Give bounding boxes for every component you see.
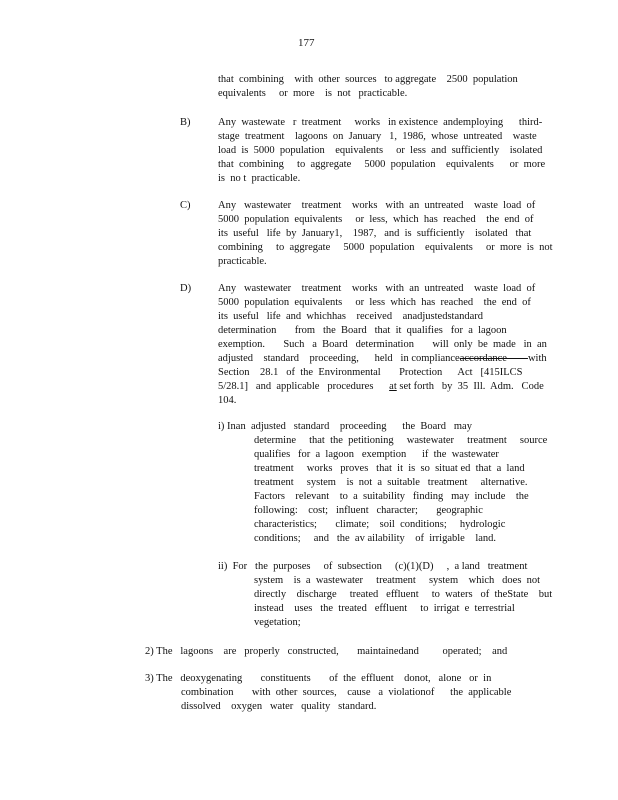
- text-line: Section 28.1 of the Environmental Protection Act [415ILCS: [218, 367, 523, 378]
- item-3-first-line: [145, 672, 491, 686]
- subitem-i-paragraph: [254, 434, 547, 546]
- text-line: stage treatment lagoons on January 1, 1986, whose untreated waste: [218, 131, 537, 142]
- text-fragment: 5/28.1] and applicable procedures: [218, 381, 390, 392]
- text-line: treatment system is not a suitable treatment alternative.: [254, 477, 528, 488]
- struck-text: accordance: [459, 353, 528, 364]
- text-line: is no t practicable.: [218, 173, 301, 184]
- text-line: [218, 380, 547, 394]
- text-line: characteristics; climate; soil conditions; hydrologic: [254, 519, 506, 530]
- item-3-paragraph: [181, 686, 511, 714]
- item-b-label: B): [180, 117, 191, 128]
- text-line: its useful life by January1, 1987, and is sufficiently isolated that: [218, 228, 532, 239]
- text-line: 104.: [218, 395, 237, 406]
- text-line: combination with other sources, cause a violationof the applicable: [181, 687, 512, 698]
- text-fragment: with: [527, 353, 547, 364]
- text-line: 5000 population equivalents or less which has reached the end of: [218, 297, 531, 308]
- text-line: Any wastewater treatment works with an untreated waste load of: [218, 200, 536, 211]
- text-line: treatment works proves that it is so situat ed that a land: [254, 463, 525, 474]
- text-line: system is a wastewater treatment system which does not: [254, 575, 541, 586]
- text-line: determine that the petitioning wastewater treatment source: [254, 435, 548, 446]
- text-line: that combining to aggregate 5000 population equivalents or more: [218, 159, 546, 170]
- item-d-paragraph: [218, 282, 547, 408]
- text-line: ii) For the purposes of subsection (c)(1)(D) , a land treatment: [218, 561, 528, 572]
- text-line: its useful life and whichhas received anadjustedstandard: [218, 311, 484, 322]
- text-line: 5000 population equivalents or less, which has reached the end of: [218, 214, 534, 225]
- text-line: Any wastewater treatment works with an untreated waste load of: [218, 283, 536, 294]
- text-line: Factors relevant to a suitability finding may include the: [254, 491, 529, 502]
- text-line: [218, 352, 547, 366]
- text-line: i) Inan adjusted standard proceeding the Board may: [218, 421, 472, 432]
- item-c-paragraph: [218, 199, 552, 269]
- text-line: 3) The deoxygenating constituents of the effluent donot, alone or in: [145, 673, 492, 684]
- subitem-i-first-line: [218, 420, 472, 434]
- text-line: practicable.: [218, 256, 267, 267]
- text-line: combining to aggregate 5000 population equivalents or more is not: [218, 242, 553, 253]
- text-line: qualifies for a lagoon exemption if the wastewater: [254, 449, 499, 460]
- text-fragment: adjusted standard proceeding, held in compliance: [218, 353, 460, 364]
- item-b-paragraph: [218, 116, 545, 186]
- text-line: 2) The lagoons are properly constructed, maintainedand operated; and: [145, 646, 508, 657]
- text-line: instead uses the treated effluent to irrigat e terrestrial: [254, 603, 515, 614]
- text-line: equivalents or more is not practicable.: [218, 88, 408, 99]
- text-fragment: set forth by 35 Ill. Adm. Code: [396, 381, 544, 392]
- text-line: load is 5000 population equivalents or less and sufficiently isolated: [218, 145, 543, 156]
- item-c-label: C): [180, 200, 191, 211]
- text-line: directly discharge treated effluent to waters of theState but: [254, 589, 553, 600]
- subitem-ii-first-line: [218, 560, 527, 574]
- text-line: vegetation;: [254, 617, 301, 628]
- item-2-paragraph: [145, 645, 507, 659]
- text-line: that combining with other sources to aggregate 2500 population: [218, 74, 518, 85]
- subitem-ii-paragraph: [254, 574, 552, 630]
- text-line: conditions; and the av ailability of irrigable land.: [254, 533, 497, 544]
- text-line: exemption. Such a Board determination will only be made in an: [218, 339, 547, 350]
- text-line: dissolved oxygen water quality standard.: [181, 701, 377, 712]
- page-number: 177: [298, 37, 315, 49]
- item-d-label: D): [180, 283, 192, 294]
- text-line: Any wastewate r treatment works in existence andemploying third-: [218, 117, 543, 128]
- text-line: determination from the Board that it qualifies for a lagoon: [218, 325, 507, 336]
- underlined-text: at: [389, 381, 397, 392]
- intro-paragraph: [218, 73, 518, 101]
- text-line: following: cost; influent character; geographic: [254, 505, 483, 516]
